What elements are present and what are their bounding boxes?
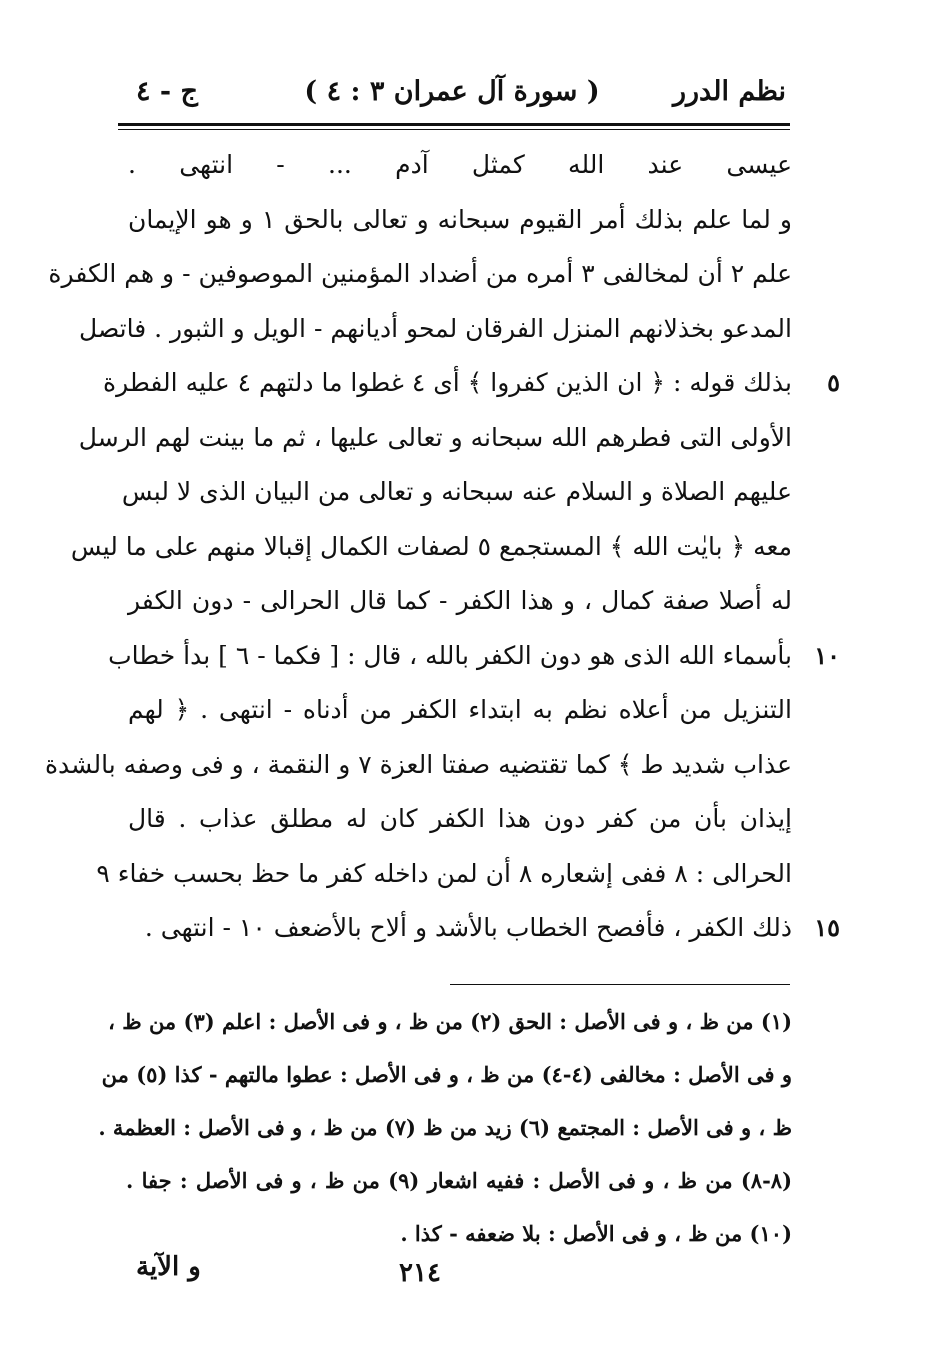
text-line [128, 683, 792, 738]
text-line [70, 520, 792, 575]
line-text: عيسى عند الله كمثل آدم ... - انتهى . [128, 150, 792, 179]
line-text: بذلك قوله : ﴿ ان الذين كفروا ﴾ أى ٤ غطوا ما دلتهم ٤ عليه الفطرة [103, 368, 792, 397]
footnote-line: (١٠) من ظ ، و فى الأصل : بلا ضعفه - كذا . [400, 1221, 792, 1246]
header-rule-thick [118, 123, 790, 126]
line-text: الأولى التى فطرهم الله سبحانه و تعالى عليها ، ثم ما بينت لهم الرسل [78, 422, 792, 452]
line-text: معه ﴿ بايٰت الله ﴾ المستجمع ٥ لصفات الكمال إقبالا منهم على ما ليس [70, 531, 792, 561]
footnote-line: (٨-٨) من ظ ، و فى الأصل : ففيه اشعار (٩) من ظ ، و فى الأصل : جفا . [126, 1168, 792, 1193]
text-line [128, 792, 792, 847]
line-text: إيذان بأن من كفر دون هذا الكفر كان له مطلق عذاب . قال [128, 804, 792, 833]
line-number: ٥ [827, 368, 840, 397]
footnote-line: و فى الأصل : مخالفى (٤-٤) من ظ ، و فى الأصل : عطوا مالتهم - كذا (٥) من [101, 1062, 792, 1087]
text-line [128, 193, 792, 248]
footnotes [98, 995, 792, 1260]
line-text: و لما علم بذلك أمر القيوم سبحانه و تعالى بالحق ١ و هو الإيمان [128, 204, 792, 234]
line-text: الحرالى : ٨ ففى إشعاره ٨ أن لمن داخله كفر ما حظ بحسب خفاء ٩ [96, 858, 792, 888]
line-text: علم ٢ أن لمخالفى ٣ أمره من أضداد المؤمنين الموصوفين - و هم الكفرة [48, 259, 792, 288]
line-number: ١٠ [814, 640, 840, 670]
book-title: نظم الدرر [672, 76, 786, 107]
line-text: له أصلا صفة كمال ، و هذا الكفر - كما قال الحرالى - دون الكفر [128, 586, 792, 615]
text-line [128, 574, 792, 629]
line-number: ١٥ [814, 913, 840, 942]
catchword: و الآية [136, 1252, 201, 1282]
footnote-line: (١) من ظ ، و فى الأصل : الحق (٢) من ظ ، و فى الأصل : اعلم (٣) من ظ ، [108, 1009, 792, 1034]
footnote-separator [450, 984, 790, 985]
text-line [103, 356, 840, 411]
text-line [128, 901, 840, 956]
text-line [108, 629, 840, 684]
text-line [96, 847, 792, 902]
line-text: بأسماء الله الذى هو دون الكفر بالله ، قال : [ فكما - ٦ ] بدأ خطاب [108, 640, 792, 670]
line-text: المدعو بخذلانهم المنزل الفرقان لمحو أديانهم - الويل و الثبور . فاتصل [79, 313, 792, 343]
page-number: ٢١٤ [399, 1258, 441, 1288]
footnote-line: ظ ، و فى الأصل : المجتمع (٦) زيد من ظ (٧) من ظ ، و فى الأصل : العظمة . [98, 1115, 792, 1140]
text-line [121, 465, 792, 520]
line-text: التنزيل من أعلاه نظم به ابتداء الكفر من أدناه - انتهى . ﴿ لهم [128, 695, 792, 724]
surah-reference: ( سورة آل عمران ٣ : ٤ ) [304, 76, 600, 107]
text-line [79, 302, 792, 357]
text-line [48, 247, 792, 302]
header-rule-thin [118, 129, 790, 130]
text-line [78, 411, 792, 466]
line-text: عليهم الصلاة و السلام عنه سبحانه و تعالى من البيان الذى لا لبس [121, 477, 792, 506]
main-text [44, 138, 840, 956]
running-header [118, 76, 786, 116]
text-line [44, 738, 792, 793]
volume-number: ج - ٤ [136, 76, 198, 107]
text-line [128, 138, 792, 193]
line-text: ذلك الكفر ، فأفصح الخطاب بالأشد و ألاح بالأضعف ١٠ - انتهى . [144, 913, 792, 942]
line-text: عذاب شديد ط ﴾ كما تقتضيه صفتا العزة ٧ و النقمة ، و فى وصفه بالشدة [44, 749, 792, 779]
